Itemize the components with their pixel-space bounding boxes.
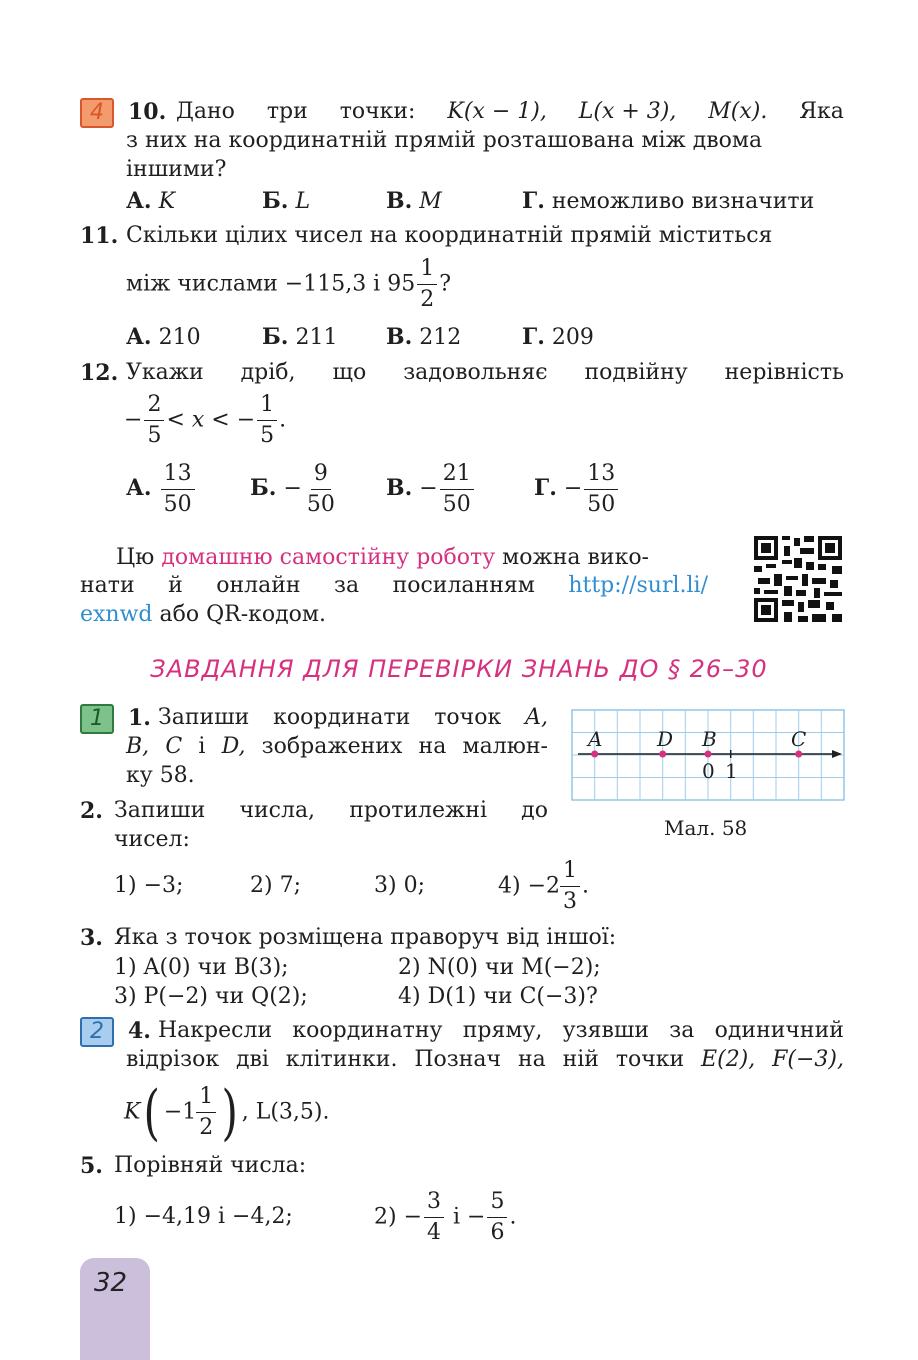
t3-item1: 1) A(0) чи B(3); <box>114 955 289 980</box>
q11-line1: Скільки цілих чисел на координатній прямій міститься <box>126 223 773 248</box>
q12-option-d: Г. − $\frac{13}{50}$ <box>534 458 620 520</box>
q10-option-c: В. M <box>386 188 442 214</box>
figure-58-number-line <box>570 708 846 804</box>
q10-line2: з них на координатній прямій розташована між двома <box>126 128 763 153</box>
t5-number: 5. <box>80 1153 103 1179</box>
t2-item1: 1) −3; <box>114 873 184 898</box>
t5-line1: Порівняй числа: <box>114 1153 307 1178</box>
t1-line3: ку 58. <box>126 763 195 788</box>
q11-option-c: В. 212 <box>386 324 462 350</box>
t1-number: 1. <box>128 705 151 731</box>
label-c: C <box>791 727 807 751</box>
online-note-line2: нати й онлайн за посиланням http://surl.li/ <box>80 573 708 598</box>
t2-item4: 4) −2 $\frac{1}{3}$ . <box>498 858 590 914</box>
qr-code[interactable] <box>754 536 842 622</box>
online-link[interactable]: http://surl.li/ <box>568 573 708 598</box>
online-note-line3: exnwd або QR-кодом. <box>80 602 327 627</box>
t4-line1: Накресли координатну пряму, узявши за одиничний <box>158 1018 844 1043</box>
point-b <box>705 751 712 758</box>
online-link-end[interactable]: exnwd <box>80 602 153 627</box>
q10-line1: Дано три точки: K(x − 1), L(x + 3), M(x). Яка <box>176 99 844 124</box>
q11-line2: між числами −115,3 і 95 $\frac{1}{2}$ ? <box>126 256 451 312</box>
q12-option-a: А. $\frac{13}{50}$ <box>126 458 197 520</box>
q12-number: 12. <box>80 360 119 386</box>
t4-line2: відрізок дві клітинки. Познач на ній точки E(2), F(−3), <box>126 1047 844 1072</box>
label-d: D <box>657 727 674 751</box>
q11-number: 11. <box>80 223 119 249</box>
q10-option-a: А. K <box>126 188 176 214</box>
q12-inequality: − $\frac{2}{5}$ < x < − $\frac{1}{5}$ . <box>124 392 287 448</box>
label-one: 1 <box>725 759 738 783</box>
t3-line1: Яка з точок розміщена праворуч від іншої: <box>114 925 617 950</box>
t5-item1: 1) −4,19 і −4,2; <box>114 1204 293 1229</box>
q11-option-a: А. 210 <box>126 324 201 350</box>
q11-option-b: Б. 211 <box>262 324 338 350</box>
level-badge-2: 2 <box>80 1017 114 1047</box>
t2-line1: Запиши числа, протилежні до <box>114 798 548 823</box>
homework-phrase: домашню самостійну роботу <box>161 545 496 570</box>
t4-number: 4. <box>128 1018 151 1044</box>
q12-option-c: В. − $\frac{21}{50}$ <box>386 458 476 520</box>
level-badge-4: 4 <box>80 98 114 128</box>
t2-item3: 3) 0; <box>374 873 425 898</box>
point-a <box>591 751 598 758</box>
figure-caption: Мал. 58 <box>664 816 748 840</box>
point-c <box>795 751 802 758</box>
t2-item2: 2) 7; <box>250 873 301 898</box>
label-zero: 0 <box>702 759 715 783</box>
t5-item2: 2) − $\frac{3}{4}$ і − $\frac{5}{6}$ . <box>374 1189 517 1245</box>
point-d <box>659 751 666 758</box>
online-note-line1: Цю домашню самостійну роботу можна вико- <box>116 545 649 570</box>
q11-option-d: Г. 209 <box>522 324 594 350</box>
t3-item3: 3) P(−2) чи Q(2); <box>114 984 308 1009</box>
level-badge-1: 1 <box>80 704 114 734</box>
t3-item2: 2) N(0) чи M(−2); <box>398 955 601 980</box>
label-a: A <box>588 727 603 751</box>
label-b: B <box>702 727 717 751</box>
t2-number: 2. <box>80 798 103 824</box>
t1-line1: Запиши координати точок A, <box>158 705 548 730</box>
q10-number: 10. <box>128 99 167 125</box>
q10-line3: іншими? <box>126 157 227 182</box>
q12-line1: Укажи дріб, що задовольняє подвійну нерівність <box>126 360 844 385</box>
q10-option-b: Б. L <box>262 188 311 214</box>
q12-option-b: Б. − $\frac{9}{50}$ <box>250 460 335 517</box>
t3-item4: 4) D(1) чи C(−3)? <box>398 984 598 1009</box>
t4-point-k: K( −1 $\frac{1}{2}$ ) , L(3,5). <box>124 1077 330 1148</box>
q10-option-d: Г. неможливо визначити <box>522 188 815 214</box>
t2-line2: чисел: <box>114 827 190 852</box>
section-heading: ЗАВДАННЯ ДЛЯ ПЕРЕВІРКИ ЗНАНЬ ДО § 26–30 <box>150 655 768 683</box>
t3-number: 3. <box>80 925 103 951</box>
page-number: 32 <box>94 1268 128 1298</box>
t1-line2: B, C і D, зображених на малюн- <box>126 734 548 759</box>
